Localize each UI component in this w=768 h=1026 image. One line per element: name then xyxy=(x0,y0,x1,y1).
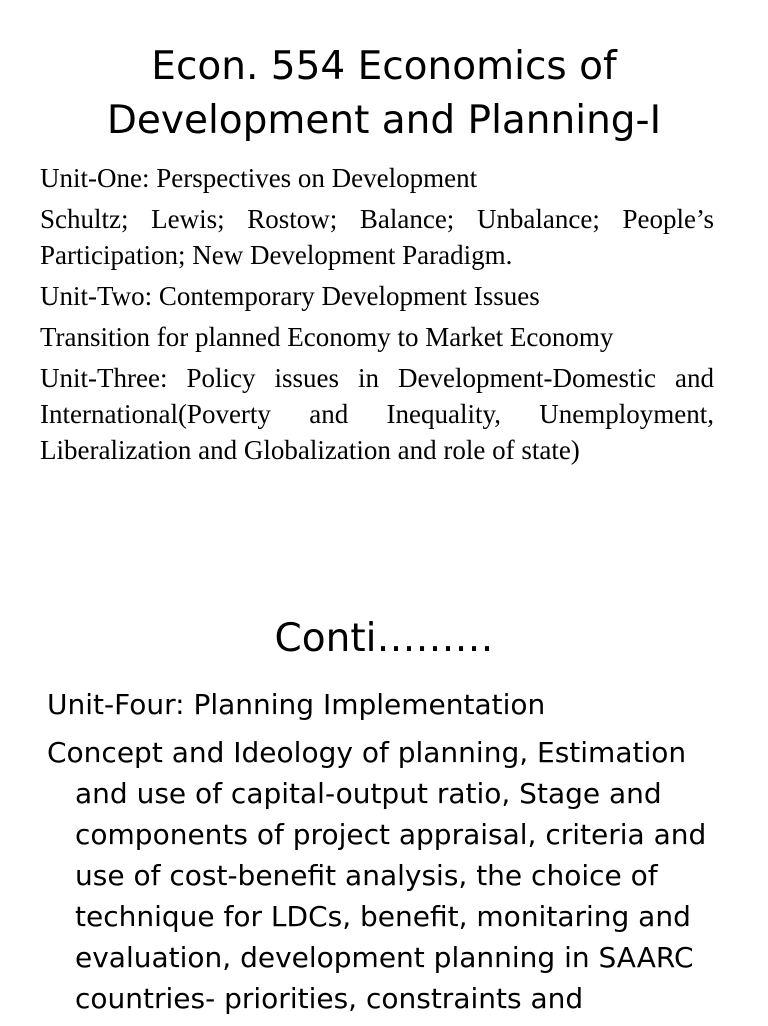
slide-2 xyxy=(0,600,768,1024)
slide-title: Conti……… xyxy=(274,616,494,661)
unit-three-content: Unit-Three: Policy issues in Development-Domestic and International(Poverty and Inequality, Unemployment, Liberalization and Globalization and role of state) xyxy=(40,363,714,465)
slide-body xyxy=(47,684,727,1026)
unit-one-content: Schultz; Lewis; Rostow; Balance; Unbalance; People’s Participation; New Development Paradigm. xyxy=(40,204,714,270)
unit-two-heading: Unit-Two: Contemporary Development Issues xyxy=(40,281,540,311)
unit-one-heading: Unit-One: Perspectives on Development xyxy=(40,163,478,193)
unit-four-heading: Unit-Four: Planning Implementation xyxy=(47,688,546,721)
slide-title: Econ. 554 Economics of Development and Planning-I xyxy=(106,44,662,143)
slide-body xyxy=(40,160,714,473)
unit-two-content: Transition for planned Economy to Market Economy xyxy=(40,322,614,352)
unit-four-content: Concept and Ideology of planning, Estimation and use of capital-output ratio, Stage and components of project appraisal, criteria and use of cost-benefit analysis, the choice of technique for LDCs, benefit, monitaring and evaluation, development planning in SAARC countries- priorities, constraints and xyxy=(47,736,707,1015)
